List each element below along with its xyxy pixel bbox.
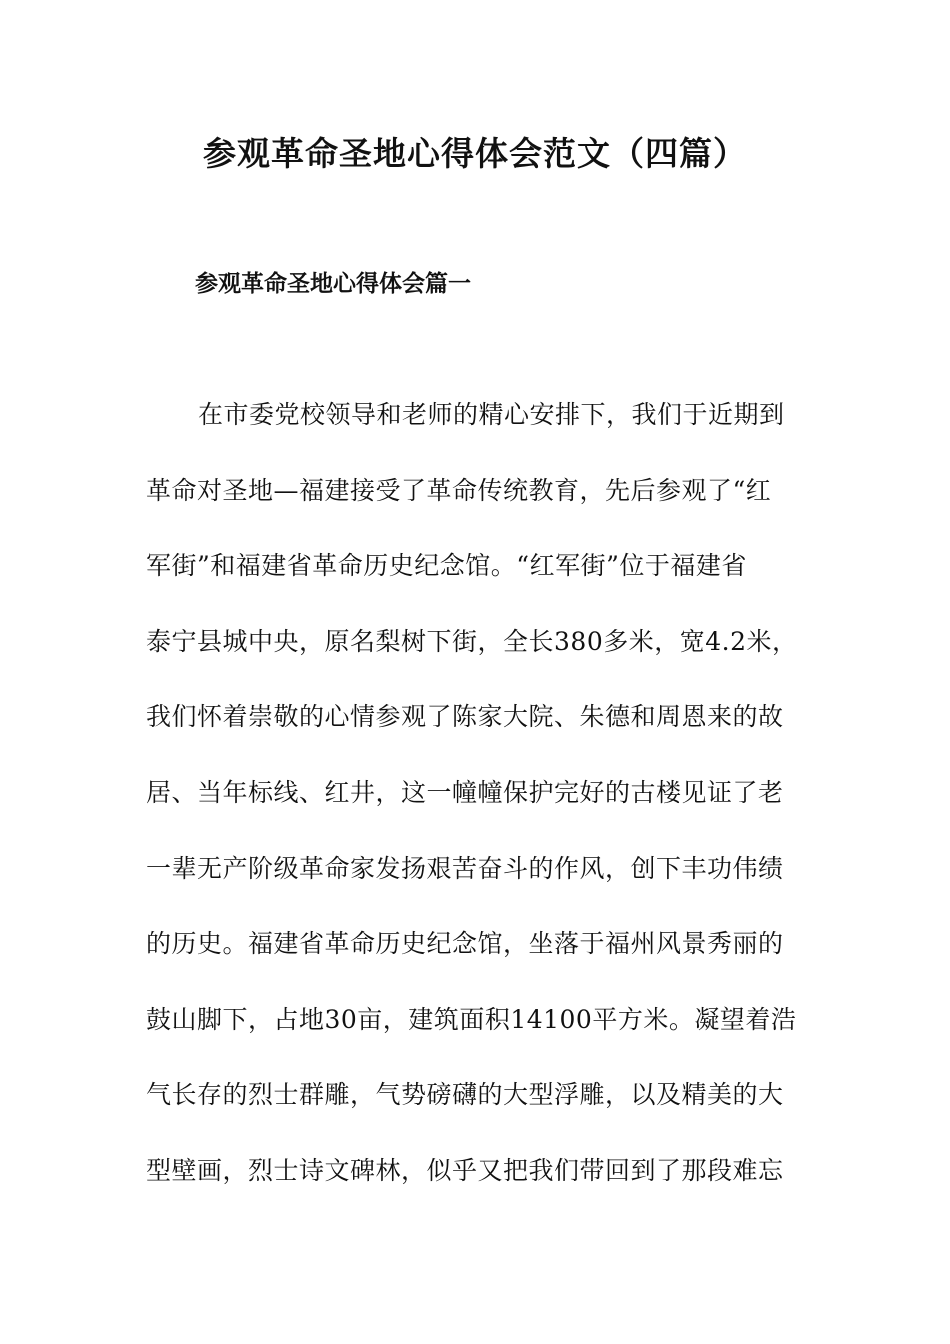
paragraph-line: 革命对圣地—福建接受了革命传统教育，先后参观了“红 (146, 475, 772, 505)
body-paragraph (146, 395, 806, 1227)
section-heading: 参观革命圣地心得体会篇一 (195, 271, 471, 297)
paragraph-line: 泰宁县城中央，原名梨树下街，全长380多米，宽4.2米， (146, 626, 798, 656)
paragraph-line: 我们怀着崇敬的心情参观了陈家大院、朱德和周恩来的故 (146, 702, 784, 732)
paragraph-line: 气长存的烈士群雕，气势磅礴的大型浮雕，以及精美的大 (146, 1080, 784, 1110)
paragraph-line: 居、当年标线、红井，这一幢幢保护完好的古楼见证了老 (146, 777, 784, 807)
paragraph-line: 的历史。福建省革命历史纪念馆，坐落于福州风景秀丽的 (146, 929, 784, 959)
document-title: 参观革命圣地心得体会范文（四篇） (203, 134, 747, 173)
paragraph-line: 型壁画，烈士诗文碑林，似乎又把我们带回到了那段难忘 (146, 1155, 784, 1185)
paragraph-line: 一辈无产阶级革命家发扬艰苦奋斗的作风，创下丰功伟绩 (146, 853, 784, 883)
paragraph-line: 在市委党校领导和老师的精心安排下，我们于近期到 (198, 400, 785, 429)
paragraph-line: 军街”和福建省革命历史纪念馆。“红军街”位于福建省 (146, 551, 747, 581)
paragraph-line: 鼓山脚下，占地30亩，建筑面积14100平方米。凝望着浩 (146, 1004, 797, 1034)
